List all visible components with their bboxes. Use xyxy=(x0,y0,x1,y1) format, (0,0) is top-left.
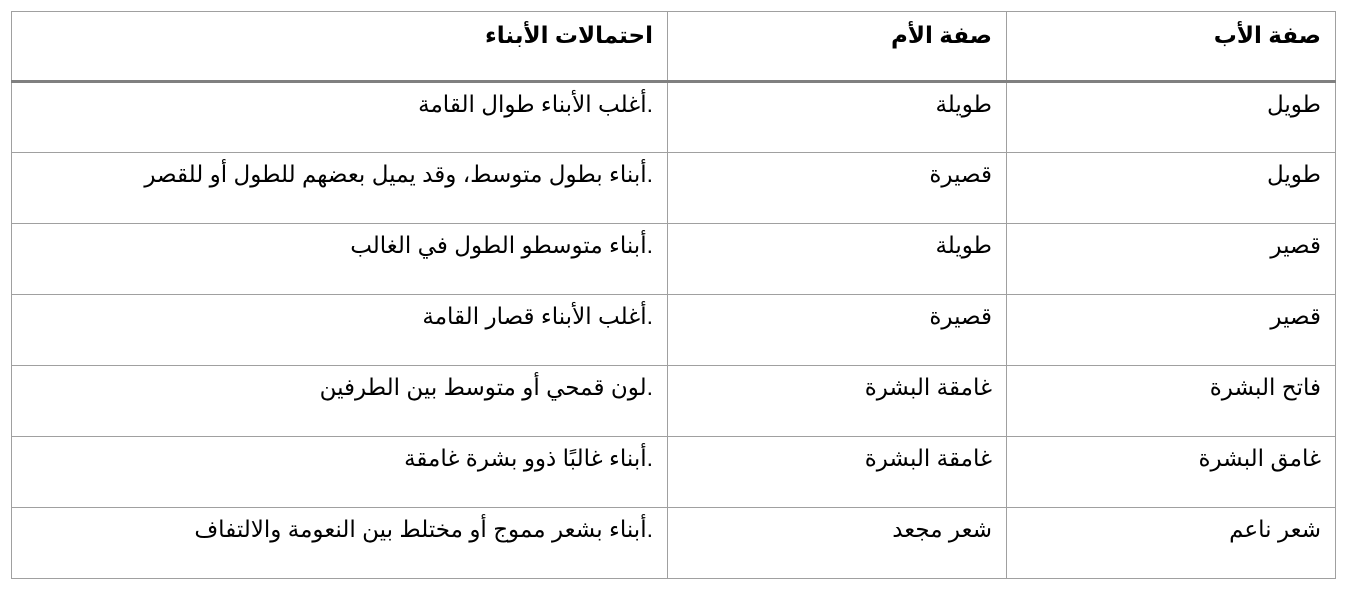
mother-trait-cell: غامقة البشرة xyxy=(668,366,1007,437)
children-possibility-cell: .أغلب الأبناء طوال القامة xyxy=(12,82,668,153)
mother-trait-cell: طويلة xyxy=(668,224,1007,295)
father-trait-cell: قصير xyxy=(1007,224,1336,295)
table-row xyxy=(12,295,1336,366)
father-trait-cell: طويل xyxy=(1007,153,1336,224)
mother-trait-cell: طويلة xyxy=(668,82,1007,153)
father-trait-cell: شعر ناعم xyxy=(1007,508,1336,579)
father-trait-cell: فاتح البشرة xyxy=(1007,366,1336,437)
children-possibility-cell: .أغلب الأبناء قصار القامة xyxy=(12,295,668,366)
children-possibility-cell: .أبناء متوسطو الطول في الغالب xyxy=(12,224,668,295)
traits-table-container xyxy=(11,11,1335,579)
mother-trait-cell: غامقة البشرة xyxy=(668,437,1007,508)
mother-trait-cell: شعر مجعد xyxy=(668,508,1007,579)
header-mother-trait: صفة الأم xyxy=(668,12,1007,82)
header-father-trait: صفة الأب xyxy=(1007,12,1336,82)
table-row xyxy=(12,508,1336,579)
children-possibility-cell: .أبناء بشعر مموج أو مختلط بين النعومة والالتفاف xyxy=(12,508,668,579)
table-row xyxy=(12,82,1336,153)
mother-trait-cell: قصيرة xyxy=(668,295,1007,366)
father-trait-cell: طويل xyxy=(1007,82,1336,153)
children-possibility-cell: .أبناء غالبًا ذوو بشرة غامقة xyxy=(12,437,668,508)
table-row xyxy=(12,437,1336,508)
table-row xyxy=(12,153,1336,224)
mother-trait-cell: قصيرة xyxy=(668,153,1007,224)
father-trait-cell: قصير xyxy=(1007,295,1336,366)
children-possibility-cell: .لون قمحي أو متوسط بين الطرفين xyxy=(12,366,668,437)
traits-table xyxy=(11,11,1336,579)
children-possibility-cell: .أبناء بطول متوسط، وقد يميل بعضهم للطول أو للقصر xyxy=(12,153,668,224)
father-trait-cell: غامق البشرة xyxy=(1007,437,1336,508)
table-row xyxy=(12,224,1336,295)
table-row xyxy=(12,366,1336,437)
header-children-possibilities: احتمالات الأبناء xyxy=(12,12,668,82)
header-row xyxy=(12,12,1336,82)
